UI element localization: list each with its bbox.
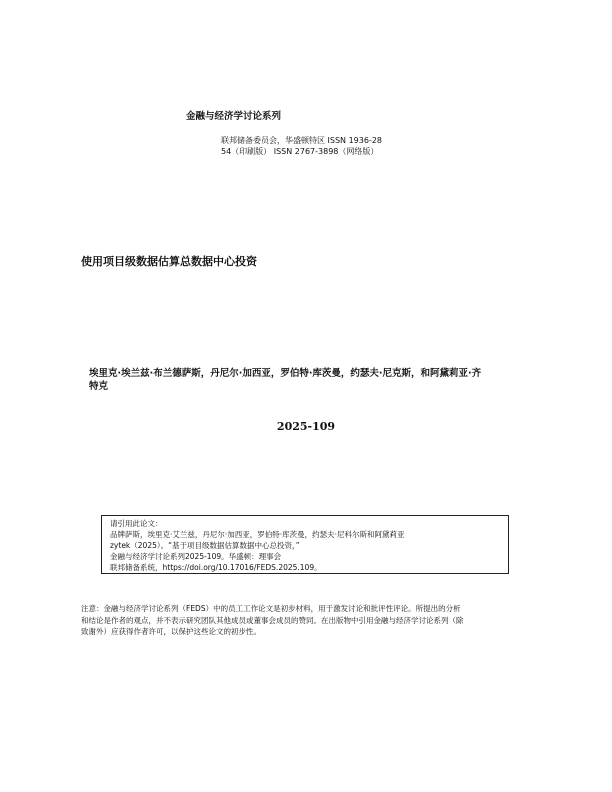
paper-number: 2025-109 (276, 420, 336, 433)
authors (89, 367, 539, 393)
publication-info (221, 135, 401, 157)
citation-box (101, 515, 509, 574)
note-line: 致谢外）应获得作者许可，以保护这些论文的初步性。 (81, 627, 261, 636)
citation-line: 品牌萨斯，埃里克·艾兰兹，丹尼尔·加西亚，罗伯特·库茨曼，约瑟夫·尼科尔斯和阿黛莉亚 (110, 530, 405, 539)
publication-info-line: 54（印刷版） ISSN 2767-3898（网络版） (221, 147, 379, 156)
authors-line: 特克 (89, 381, 109, 392)
publication-info-line: 联邦储备委员会，华盛顿特区 ISSN 1936-28 (221, 136, 383, 145)
citation-doi-line[interactable]: 联邦储备系统，https://doi.org/10.17016/FEDS.2025.109。 (110, 563, 322, 572)
note-line: 和结论是作者的观点，并不表示研究团队其他成员或董事会成员的赞同。在出版物中引用金融与经济学讨论系列（除 (81, 615, 464, 625)
citation-line: zytek（2025）。“基于项目级数据估算数据中心总投资，” (110, 541, 300, 550)
disclaimer-note (81, 603, 536, 638)
paper-title: 使用项目级数据估算总数据中心投资 (81, 255, 257, 268)
note-line: 注意：金融与经济学讨论系列（FEDS）中的员工工作论文是初步材料，用于激发讨论和批评性评论。所提出的分析 (81, 604, 461, 613)
citation-line: 金融与经济学讨论系列2025-109。华盛顿：理事会 (110, 552, 282, 561)
authors-line: 埃里克·埃兰兹·布兰德萨斯，丹尼尔·加西亚，罗伯特·库茨曼，约瑟夫·尼克斯，和阿黛莉亚·齐 (89, 368, 482, 379)
series-title: 金融与经济学讨论系列 (186, 111, 282, 122)
citation-heading: 请引用此论文： (110, 519, 163, 528)
